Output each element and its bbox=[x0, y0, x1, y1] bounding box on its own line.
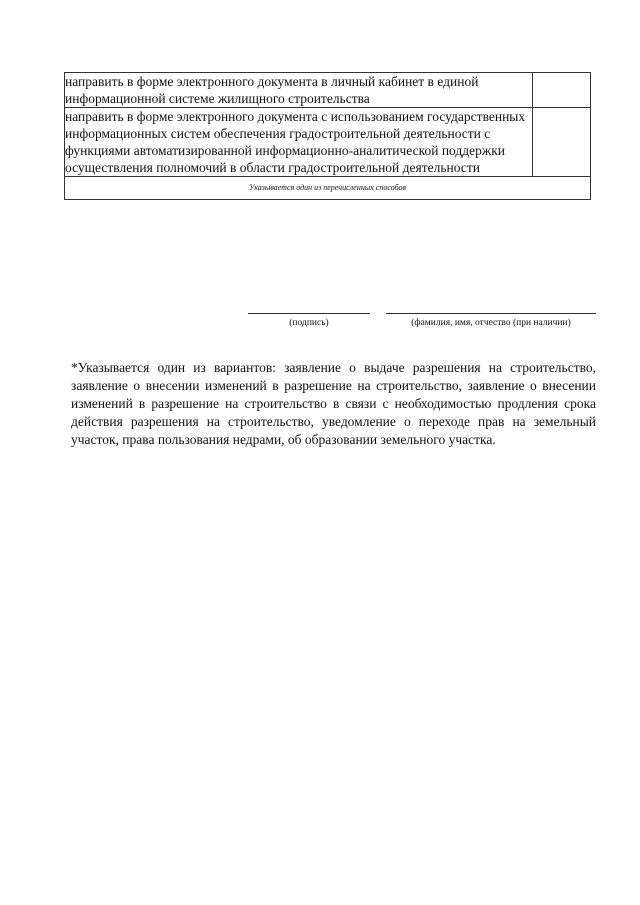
delivery-option-hint: Указывается один из перечисленных способов bbox=[65, 177, 591, 200]
delivery-option-text: направить в форме электронного документа в личный кабинет в единой информационной системе жилищного строительства bbox=[65, 73, 533, 108]
full-name-line[interactable] bbox=[386, 313, 596, 314]
signature-label: (подпись) bbox=[289, 318, 329, 328]
signature-block bbox=[248, 313, 598, 343]
delivery-options-table bbox=[64, 72, 591, 200]
delivery-option-checkbox-cell[interactable] bbox=[533, 73, 591, 108]
delivery-option-text: направить в форме электронного документа с использованием государственных информационных систем обеспечения градостроительной деятельности с функциями автоматизированной информационно-аналитической поддержки осуществления полномочий в области градостроительной деятельности bbox=[65, 108, 533, 177]
table-row bbox=[65, 73, 591, 108]
table-row bbox=[65, 177, 591, 200]
footnote: *Указывается один из вариантов: заявление о выдаче разрешения на строительство, заявление о внесении изменений в разрешение на строительство, заявление о внесении изменений в разрешение на строительство в связи с необходимостью продления срока действия разрешения на строительство, уведомление о переходе прав на земельный участок, права пользования недрами, об образовании земельного участка. bbox=[71, 360, 596, 447]
full-name-label: (фамилия, имя, отчество (при наличии) bbox=[411, 318, 571, 328]
delivery-option-checkbox-cell[interactable] bbox=[533, 108, 591, 177]
signature-line[interactable] bbox=[248, 313, 370, 314]
table-row bbox=[65, 108, 591, 177]
